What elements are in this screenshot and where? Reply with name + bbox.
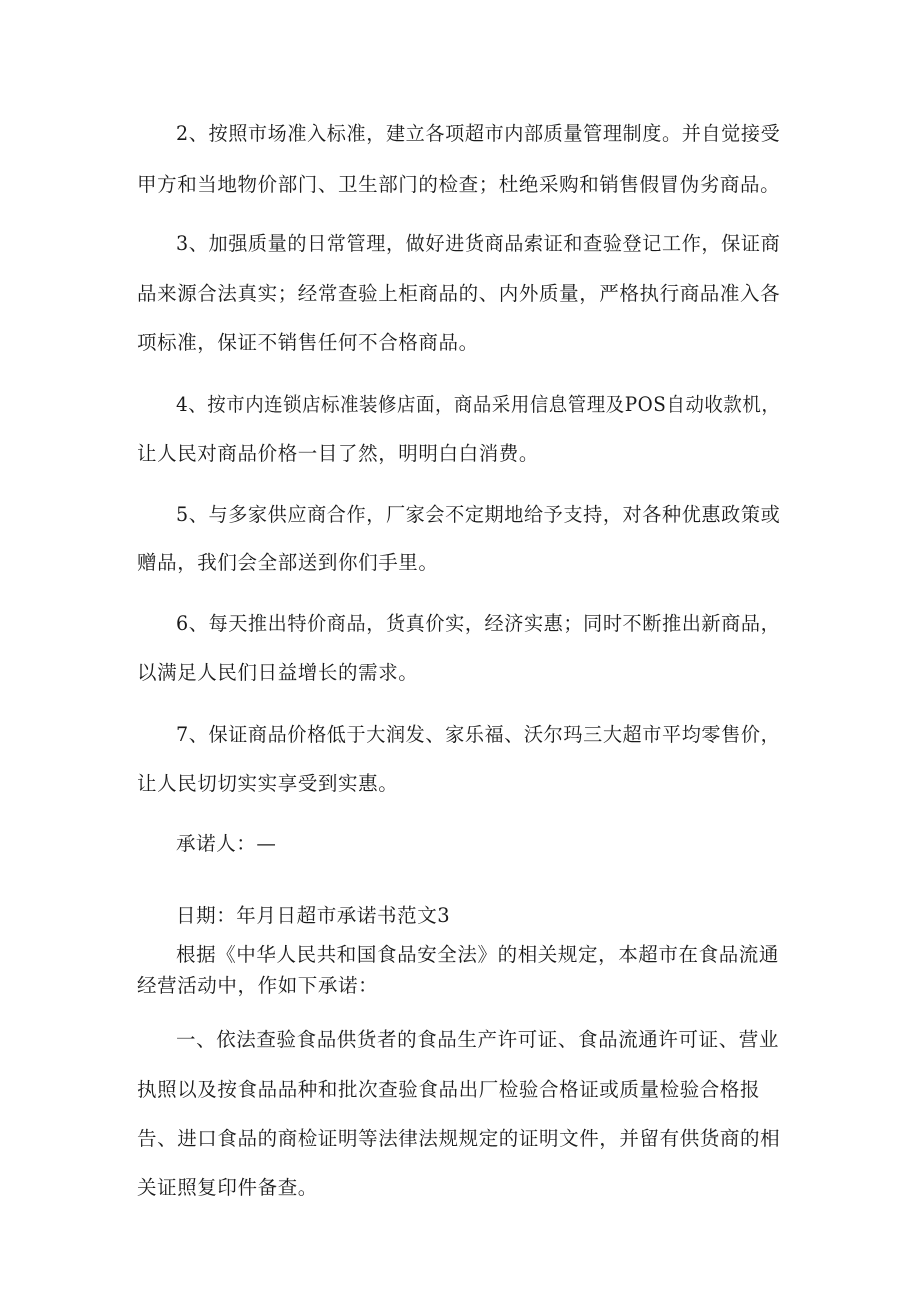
- item-6-line-1: 6、每天推出特价商品，货真价实，经济实惠；同时不断推出新商品，: [176, 612, 781, 635]
- item-5-line-2: 赠品，我们会全部送到你们手里。: [137, 551, 439, 574]
- clause-1-line-4: 关证照复印件备查。: [137, 1176, 318, 1199]
- item-3-line-3: 项标准，保证不销售任何不合格商品。: [137, 331, 479, 354]
- promiser-line: 承诺人：—: [176, 832, 277, 855]
- clause-1-line-1: 一、依法查验食品供货者的食品生产许可证、食品流通许可证、营业: [176, 1028, 780, 1051]
- clause-1-line-2: 执照以及按食品品种和批次查验食品出厂检验合格证或质量检验合格报: [137, 1078, 761, 1101]
- item-7-line-1: 7、保证商品价格低于大润发、家乐福、沃尔玛三大超市平均零售价，: [176, 723, 781, 746]
- date-title-line: 日期：年月日超市承诺书范文3: [176, 904, 451, 927]
- item-6-line-2: 以满足人民们日益增长的需求。: [137, 661, 419, 684]
- intro-line-1: 根据《中华人民共和国食品安全法》的相关规定，本超市在食品流通: [176, 943, 780, 966]
- item-4-line-2: 让人民对商品价格一目了然，明明白白消费。: [137, 442, 540, 465]
- item-5-line-1: 5、与多家供应商合作，厂家会不定期地给予支持，对各种优惠政策或: [176, 503, 781, 526]
- item-3-line-2: 品来源合法真实；经常查验上柜商品的、内外质量，严格执行商品准入各: [137, 282, 781, 305]
- clause-1-line-3: 告、进口食品的商检证明等法律法规规定的证明文件，并留有供货商的相: [137, 1127, 781, 1150]
- intro-line-2: 经营活动中，作如下承诺：: [137, 974, 379, 997]
- item-2-line-2: 甲方和当地物价部门、卫生部门的检查；杜绝采购和销售假冒伪劣商品。: [137, 173, 781, 196]
- item-4-line-1: 4、按市内连锁店标准装修店面，商品采用信息管理及POS自动收款机，: [176, 393, 781, 416]
- item-2-line-1: 2、按照市场准入标准，建立各项超市内部质量管理制度。并自觉接受: [176, 122, 781, 145]
- item-3-line-1: 3、加强质量的日常管理，做好进货商品索证和查验登记工作，保证商: [176, 232, 781, 255]
- item-7-line-2: 让人民切切实实享受到实惠。: [137, 772, 399, 795]
